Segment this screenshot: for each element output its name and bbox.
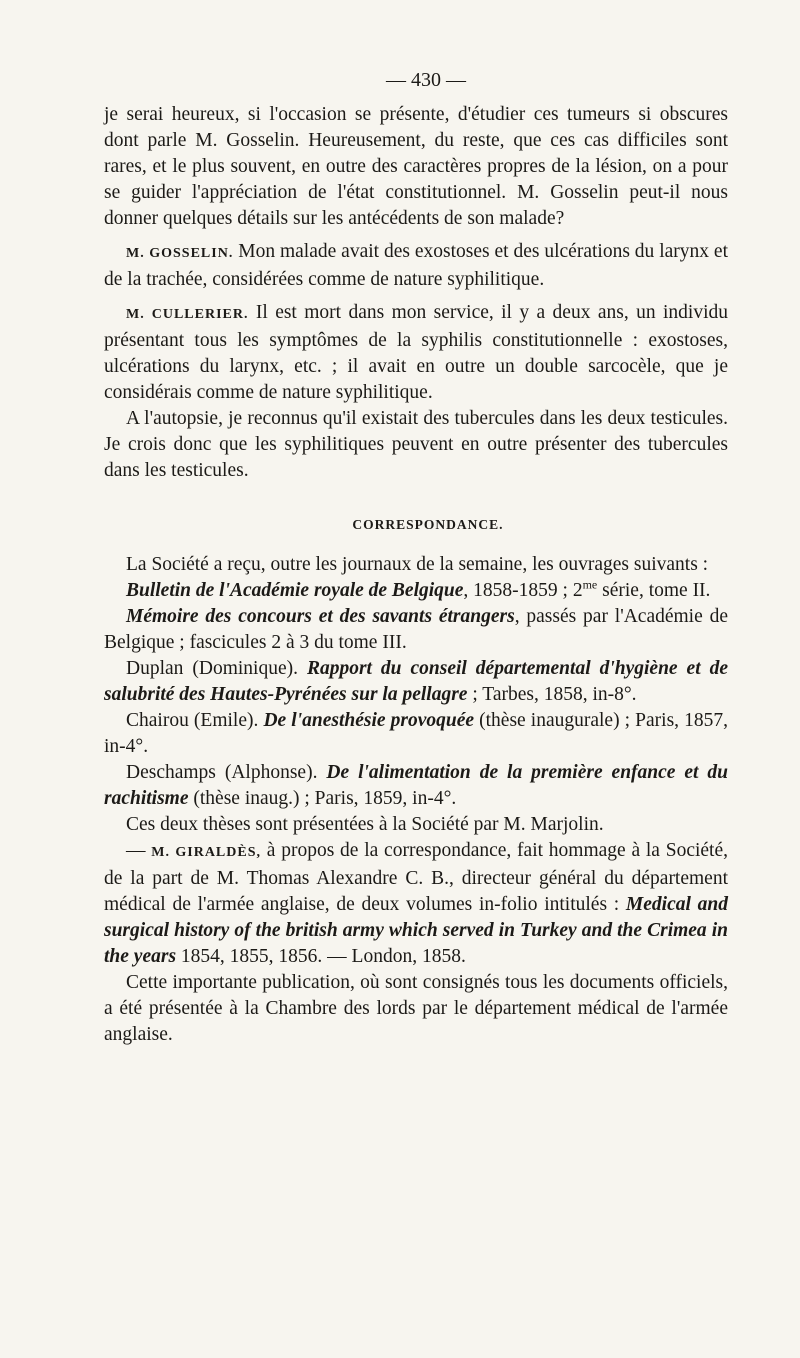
reference-title: De l'alimentation de la première enfance et du rachitisme (104, 762, 729, 809)
superscript: me (582, 577, 598, 592)
reference-author: Deschamps (Alphonse). (126, 762, 327, 783)
reference-author: Duplan (Dominique). (126, 658, 307, 679)
speech-cullerier-continued: A l'autopsie, je reconnus qu'il existait des tubercules dans les deux testicules. Je crois donc que les syphilitiques peuvent en outre présenter des tubercules dans les testicules. (104, 408, 728, 481)
speaker-name: M. GIRALDÈS, (151, 845, 262, 860)
speaker-name: M. CULLERIER. (126, 307, 249, 322)
reference-item: Bulletin de l'Académie royale de Belgique, 1858-1859 ; $2^{me}$ série, tome II. (126, 577, 711, 601)
reference-item: Deschamps (Alphonse). De l'alimentation de la première enfance et du rachitisme (thèse inaug.) ; Paris, 1859, in-4°. (104, 762, 729, 809)
correspondance-intro: La Société a reçu, outre les journaux de la semaine, les ouvrages suivants : (126, 554, 709, 575)
speech-text: Mon malade avait des exostoses et des ulcérations du larynx et de la trachée, considérées comme de nature syphilitique. (104, 241, 728, 290)
reference-title: Bulletin de l'Académie royale de Belgique (126, 580, 464, 601)
closing-paragraph: Cette importante publication, où sont consignés tous les documents officiels, a été présentée à la Chambre des lords par le département médical de l'armée anglaise. (104, 972, 728, 1045)
speech-giraldes: — M. GIRALDÈS, à propos de la correspondance, fait hommage à la Société, de la part de M. Thomas Alexandre C. B., directeur général du département médical de l'armée anglaise, de deux volumes in-folio intitulés : Medical and surgical history of the british army which served in Turkey and the Crimea in the years 1854, 1855, 1856. — London, 1858. (104, 840, 728, 967)
book-title: Medical and surgical history of the british army which served in Turkey and the Crimea in the years (104, 894, 728, 967)
speech-text: Il est mort dans mon service, il y a deux ans, un individu présentant tous les symptômes de la syphilis constitutionnelle : exostoses, ulcérations du larynx, etc. ; il avait en outre un double sarcocèle, que je considérais comme de nature syphilitique. (104, 302, 729, 403)
speaker-name: M. GOSSELIN. (126, 246, 234, 261)
paragraph-intro: je serai heureux, si l'occasion se présente, d'étudier ces tumeurs si obscures dont parle M. Gosselin. Heureusement, du reste, que ces cas difficiles sont rares, et le plus souvent, en outre des caractères propres de la lésion, on a pour se guider l'appréciation de l'état constitutionnel. M. Gosselin peut-il nous donner quelques détails sur les antécédents de son malade? (104, 104, 728, 229)
reference-author: Chairou (Emile). (126, 710, 264, 731)
speech-gosselin (104, 239, 728, 293)
reference-title: Mémoire des concours et des savants étrangers (126, 606, 515, 627)
reference-item: Chairou (Emile). De l'anesthésie provoquée (thèse inaugurale) ; Paris, 1857, in-4°. (104, 710, 729, 757)
reference-title: De l'anesthésie provoquée (263, 710, 475, 731)
reference-title: Rapport du conseil départemental d'hygiène et de salubrité des Hautes-Pyrénées sur la pellagre (104, 658, 728, 705)
correspondance-note: Ces deux thèses sont présentées à la Société par M. Marjolin. (126, 814, 604, 835)
speech-cullerier (104, 300, 728, 406)
reference-item: Mémoire des concours et des savants étrangers, passés par l'Académie de Belgique ; fascicules 2 à 3 du tome III. (104, 606, 728, 653)
section-title: CORRESPONDANCE. (352, 517, 504, 532)
document-page (104, 66, 728, 1048)
reference-item: Duplan (Dominique). Rapport du conseil départemental d'hygiène et de salubrité des Hautes-Pyrénées sur la pellagre ; Tarbes, 1858, in-8°. (104, 658, 728, 705)
page-number: — 430 — (386, 69, 466, 91)
